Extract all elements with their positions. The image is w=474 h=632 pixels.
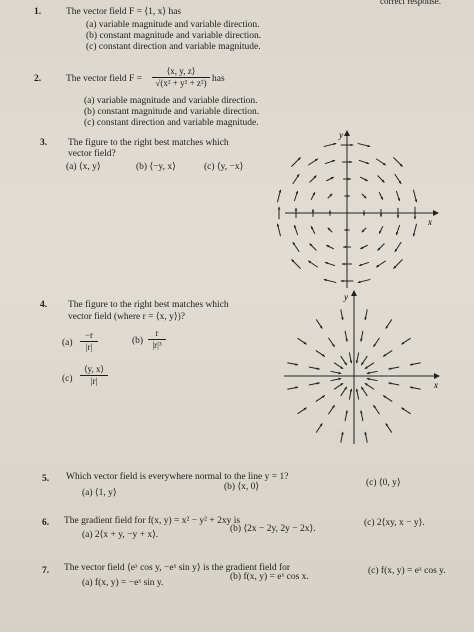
q2-option-a: (a) variable magnitude and variable direction. <box>84 96 258 106</box>
q4-field-arrow <box>388 367 399 370</box>
q3-field-arrow <box>379 192 383 199</box>
q3-field-arrow <box>308 159 318 165</box>
q7-option-c: (c) f(x, y) = eˣ cos y. <box>368 566 446 576</box>
q4-field-arrow <box>360 410 363 421</box>
q5-option-a: (a) ⟨1, y⟩ <box>82 488 117 498</box>
q4-field-arrow <box>388 382 399 385</box>
q3-field-arrow <box>308 261 318 267</box>
q4-field-arrow <box>364 309 367 320</box>
q4-field-arrow <box>401 338 410 344</box>
q3-field-arrow <box>278 207 281 220</box>
q4-field-arrow <box>367 371 378 374</box>
q3-field-arrow <box>393 259 402 268</box>
q4-field-arrow <box>341 387 347 396</box>
q4-field-arrow <box>341 356 347 365</box>
q4-field-arrow <box>309 382 320 385</box>
q5-number: 5. <box>42 474 50 484</box>
q4-x-axis-label: x <box>434 380 438 390</box>
q4-option-b-label: (b) <box>132 336 144 346</box>
q4-field-arrow <box>373 338 379 347</box>
q4-option-c-fraction <box>80 364 108 386</box>
q2-fraction <box>152 66 210 88</box>
q3-field-arrow <box>277 224 281 237</box>
q3-field-arrow <box>378 244 385 251</box>
q3-x-axis-arrowhead <box>433 210 439 216</box>
q4-field-arrow <box>365 363 374 369</box>
q3-field-arrow <box>326 245 333 249</box>
q4-field-arrow <box>383 395 392 401</box>
q3-field-arrow <box>363 210 366 215</box>
q4-field-arrow <box>316 423 322 432</box>
q3-field-arrow <box>310 176 317 183</box>
q4-field-arrow <box>367 378 378 381</box>
q2-option-c: (c) constant direction and variable magnitude. <box>84 118 259 128</box>
q4-field-arrow <box>349 352 352 363</box>
q3-field-arrow <box>376 159 386 165</box>
q4-y-axis-label: y <box>344 292 348 302</box>
q3-field-arrow <box>344 195 349 198</box>
q3-y-axis-label: y <box>339 130 343 140</box>
q3-field-arrow <box>379 226 383 233</box>
q3-x-axis-label: x <box>428 217 432 227</box>
q2-has: has <box>212 74 225 84</box>
q3-field-arrow <box>294 191 298 201</box>
q3-field-arrow <box>358 279 371 283</box>
q3-field-arrow <box>360 177 367 181</box>
q4-field-arrow <box>341 432 344 443</box>
q4-option-b-denominator: |r|³ <box>148 339 166 350</box>
q4-x-axis-arrowhead <box>434 373 440 379</box>
q2-number: 2. <box>34 74 42 84</box>
q4-field-arrow <box>383 350 392 356</box>
q3-field-arrow <box>413 224 417 237</box>
q3-y-axis-arrowhead <box>344 130 350 136</box>
q2-fraction-denominator: √(x² + y² + z²) <box>152 77 210 88</box>
q3-number: 3. <box>40 138 48 148</box>
q3-field-arrow <box>396 191 400 201</box>
q2-fraction-numerator: ⟨x, y, z⟩ <box>166 66 196 76</box>
q6-number: 6. <box>42 518 50 528</box>
q3-field-arrow <box>324 143 337 147</box>
q4-field-arrow <box>386 319 392 328</box>
q3-stem-line2: vector field? <box>68 149 116 159</box>
q7-stem: The vector field ⟨eˣ cos y, −eˣ sin y⟩ is the gradient field for <box>64 563 291 573</box>
q3-field-arrow <box>362 194 367 199</box>
q4-option-b-fraction <box>148 328 166 350</box>
q5-option-c: (c) ⟨0, y⟩ <box>366 478 401 488</box>
q5-option-b: (b) ⟨x, 0⟩ <box>224 482 260 492</box>
q4-field-arrow <box>410 363 421 366</box>
q3-field-arrow <box>344 229 349 232</box>
q3-field-arrow <box>311 226 315 233</box>
q7-option-b: (b) f(x, y) = eˣ cos x. <box>230 572 309 582</box>
q4-field-arrow <box>328 405 334 414</box>
q3-option-a: (a) ⟨x, y⟩ <box>66 162 101 172</box>
q3-option-b: (b) ⟨−y, x⟩ <box>136 162 176 172</box>
q1-option-a: (a) variable magnitude and variable direction. <box>86 20 260 30</box>
q4-option-c-label: (c) <box>62 374 73 384</box>
q4-y-axis-arrowhead <box>351 290 357 296</box>
q3-field-arrow <box>328 228 333 233</box>
q3-field-arrow <box>277 190 281 203</box>
q3-field-arrow <box>395 174 401 184</box>
q3-field-arrow <box>358 143 371 147</box>
q3-field-arrow <box>325 262 335 266</box>
q1-option-b: (b) constant magnitude and variable direction. <box>86 31 262 41</box>
q4-field-arrow <box>316 350 325 356</box>
q7-option-a: (a) f(x, y) = −eˣ sin y. <box>82 578 164 588</box>
q4-field-arrow <box>345 410 348 421</box>
q3-vector-field-figure <box>275 128 445 298</box>
q4-field-arrow <box>334 383 343 389</box>
q4-field-arrow <box>297 338 306 344</box>
q3-field-arrow <box>329 210 332 215</box>
q4-field-arrow <box>287 363 298 366</box>
q6-option-c: (c) 2⟨xy, x − y⟩. <box>364 518 425 528</box>
q4-field-arrow <box>330 378 341 381</box>
q3-field-arrow <box>413 190 417 203</box>
q1-stem: The vector field F = ⟨1, x⟩ has <box>66 7 182 17</box>
q6-option-b: (b) ⟨2x − 2y, 2y − 2x⟩. <box>230 524 316 534</box>
q4-field-arrow <box>316 319 322 328</box>
q4-field-arrow <box>365 383 374 389</box>
q4-option-a-label: (a) <box>62 338 73 348</box>
q3-field-arrow <box>326 177 333 181</box>
q3-field-arrow <box>325 160 335 164</box>
q3-field-arrow <box>359 262 369 266</box>
q4-field-arrow <box>297 408 306 414</box>
q4-field-arrow <box>345 331 348 342</box>
q4-field-arrow <box>401 408 410 414</box>
q3-field-arrow <box>376 261 386 267</box>
header-fragment: correct response. <box>380 0 441 6</box>
q3-field-arrow <box>293 242 299 252</box>
q4-option-a-denominator: |r| <box>80 341 98 352</box>
q4-option-a-fraction <box>80 330 98 352</box>
q6-stem: The gradient field for f(x, y) = x² − y² + 2xy is <box>64 516 241 526</box>
q4-vector-field-figure <box>278 288 448 448</box>
q4-field-arrow <box>361 356 367 365</box>
q3-field-arrow <box>359 160 369 164</box>
q4-field-arrow <box>356 352 359 363</box>
q2-stem: The vector field F = <box>66 74 143 84</box>
q5-stem: Which vector field is everywhere normal to the line y = 1? <box>66 472 289 482</box>
q3-field-arrow <box>362 228 367 233</box>
q3-field-arrow <box>291 259 300 268</box>
q4-field-arrow <box>330 371 341 374</box>
q3-field-arrow <box>328 194 333 199</box>
q4-field-arrow <box>364 432 367 443</box>
q3-field-arrow <box>310 244 317 251</box>
q4-field-arrow <box>316 395 325 401</box>
q4-field-arrow <box>334 363 343 369</box>
q4-field-arrow <box>287 386 298 389</box>
q3-field-arrow <box>360 245 367 249</box>
q4-field-arrow <box>361 387 367 396</box>
q4-stem-line1: The figure to the right best matches which <box>68 300 229 310</box>
q3-stem-line1: The figure to the right best matches which <box>68 138 229 148</box>
q3-option-c: (c) ⟨y, −x⟩ <box>204 162 244 172</box>
q4-field-arrow <box>360 331 363 342</box>
q4-option-a-numerator: −r <box>84 330 94 340</box>
q3-field-arrow <box>393 157 402 166</box>
q4-field-arrow <box>349 389 352 400</box>
q3-field-arrow <box>395 242 401 252</box>
q7-number: 7. <box>42 566 50 576</box>
q4-number: 4. <box>40 300 48 310</box>
q2-option-b: (b) constant magnitude and variable direction. <box>84 107 260 117</box>
q1-option-c: (c) constant direction and variable magnitude. <box>86 42 261 52</box>
q4-field-arrow <box>328 338 334 347</box>
q3-field-arrow <box>311 192 315 199</box>
q4-field-arrow <box>356 389 359 400</box>
q4-field-arrow <box>410 386 421 389</box>
q6-option-a: (a) 2⟨x + y, −y + x⟩. <box>82 530 159 540</box>
q3-field-arrow <box>324 279 337 283</box>
q4-field-arrow <box>309 367 320 370</box>
q4-option-b-numerator: r <box>155 328 159 338</box>
q3-field-arrow <box>294 225 298 235</box>
q3-field-arrow <box>378 176 385 183</box>
q4-field-arrow <box>386 423 392 432</box>
q4-field-arrow <box>341 309 344 320</box>
q3-field-arrow <box>293 174 299 184</box>
q4-field-arrow <box>373 405 379 414</box>
q3-field-arrow <box>291 157 300 166</box>
q1-number: 1. <box>34 7 42 17</box>
q4-stem-line2: vector field (where r = ⟨x, y⟩)? <box>68 312 185 322</box>
q4-option-c-denominator: |r| <box>80 375 108 386</box>
q3-field-arrow <box>396 225 400 235</box>
q4-option-c-numerator: ⟨y, x⟩ <box>84 364 104 374</box>
